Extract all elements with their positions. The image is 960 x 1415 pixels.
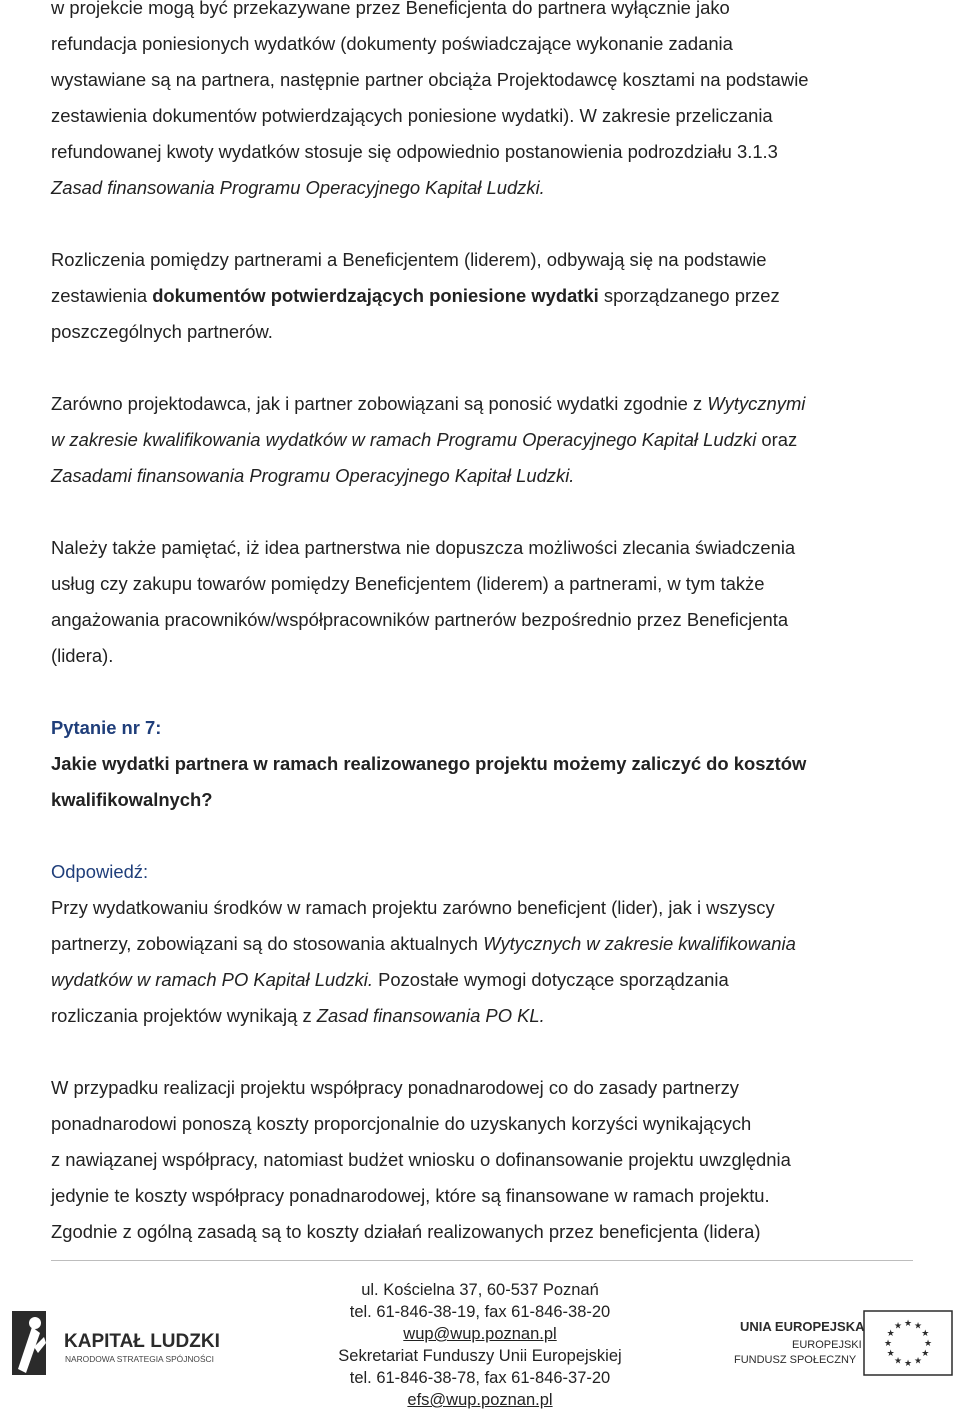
eu-star-icon: ★	[913, 1321, 923, 1332]
text-span: oraz	[756, 429, 798, 450]
text-line: Należy także pamiętać, iż idea partnerstwa nie dopuszcza możliwości zlecania świadczenia	[51, 537, 796, 558]
italic-text: w zakresie kwalifikowania wydatków w ramach Programu Operacyjnego Kapitał Ludzki	[51, 429, 757, 450]
eu-star-icon: ★	[923, 1339, 933, 1349]
bold-text: kwalifikowalnych?	[51, 789, 213, 810]
text-line	[51, 998, 909, 1034]
text-line	[51, 962, 909, 998]
eu-line1: UNIA EUROPEJSKA	[740, 1319, 865, 1334]
text-span: Pozostałe wymogi dotyczące sporządzania	[372, 969, 729, 990]
bold-text: dokumentów potwierdzających poniesione wydatki	[152, 285, 599, 306]
eu-star-icon: ★	[903, 1359, 913, 1369]
text-line: wystawiane są na partnera, następnie partner obciąża Projektodawcę kosztami na podstawie	[51, 69, 809, 90]
text-span: rozliczania projektów wynikają z	[51, 1005, 317, 1026]
text-line	[51, 278, 909, 314]
question-label: Pytanie nr 7:	[51, 717, 162, 738]
paragraph-refund	[51, 0, 909, 206]
eu-star-icon: ★	[903, 1319, 913, 1329]
answer-label: Odpowiedź:	[51, 861, 149, 882]
kl-subtitle: NARODOWA STRATEGIA SPÓJNOŚCI	[65, 1354, 214, 1364]
text-line	[51, 386, 909, 422]
text-line: w projekcie mogą być przekazywane przez Beneficjenta do partnera wyłącznie jako	[51, 0, 730, 18]
text-line	[51, 458, 909, 494]
text-line: refundacja poniesionych wydatków (dokumenty poświadczające wykonanie zadania	[51, 33, 733, 54]
eu-star-icon: ★	[893, 1356, 903, 1367]
eu-star-icon: ★	[893, 1321, 903, 1332]
text-span: sporządzanego przez	[598, 285, 780, 306]
eu-star-icon: ★	[921, 1329, 930, 1339]
question-block	[51, 710, 909, 818]
text-line	[51, 422, 909, 458]
text-line: z nawiązanej współpracy, natomiast budżet wniosku o dofinansowanie projektu uwzględnia	[51, 1149, 791, 1170]
text-line: zestawienia dokumentów potwierdzających poniesione wydatki). W zakresie przeliczania	[51, 105, 773, 126]
eu-star-icon: ★	[913, 1356, 923, 1367]
italic-text: Zasad finansowania PO KL.	[316, 1005, 545, 1026]
eu-star-icon: ★	[921, 1349, 930, 1359]
footer-email-link[interactable]: efs@wup.poznan.pl	[407, 1391, 553, 1409]
kl-title: KAPITAŁ LUDZKI	[64, 1331, 220, 1352]
footer-email-link[interactable]: wup@wup.poznan.pl	[403, 1325, 557, 1343]
paragraph-partnership	[51, 530, 909, 674]
eu-logo	[730, 1307, 955, 1383]
text-line: Przy wydatkowaniu środków w ramach projektu zarówno beneficjent (lider), jak i wszyscy	[51, 897, 775, 918]
footer-contact	[300, 1279, 660, 1411]
eu-star-icon: ★	[886, 1349, 895, 1359]
text-line: jedynie te koszty współpracy ponadnarodowej, które są finansowane w ramach projektu.	[51, 1185, 770, 1206]
text-line: Zgodnie z ogólną zasadą są to koszty działań realizowanych przez beneficjenta (lidera)	[51, 1221, 761, 1242]
text-line: refundowanej kwoty wydatków stosuje się odpowiednio postanowienia podrozdziału 3.1.3	[51, 141, 778, 162]
question-text	[51, 782, 909, 818]
text-line: ponadnarodowi ponoszą koszty proporcjonalnie do uzyskanych korzyści wynikających	[51, 1113, 752, 1134]
footer-secretariat: Sekretariat Funduszy Unii Europejskiej	[338, 1347, 622, 1365]
kapital-ludzki-logo	[4, 1303, 234, 1383]
eu-flag-icon	[730, 1307, 955, 1383]
footer-address: ul. Kościelna 37, 60-537 Poznań	[361, 1281, 599, 1299]
eu-line3: FUNDUSZ SPOŁECZNY	[734, 1354, 857, 1366]
text-line: usług czy zakupu towarów pomiędzy Beneficjentem (liderem) a partnerami, w tym także	[51, 573, 765, 594]
question-text	[51, 746, 909, 782]
paragraph-settlement	[51, 242, 909, 350]
italic-text: Zasad finansowania Programu Operacyjnego Kapitał Ludzki.	[51, 177, 545, 198]
paragraph-transnational	[51, 1070, 909, 1250]
text-line: angażowania pracowników/współpracowników partnerów bezpośrednio przez Beneficjenta	[51, 609, 789, 630]
document-body	[51, 0, 909, 1250]
kapital-ludzki-emblem-icon	[4, 1303, 234, 1383]
text-line	[51, 926, 909, 962]
bold-text: Jakie wydatki partnera w ramach realizowanego projektu możemy zaliczyć do kosztów	[51, 753, 807, 774]
text-span: Zarówno projektodawca, jak i partner zobowiązani są ponosić wydatki zgodnie z	[51, 393, 708, 414]
italic-text: Wytycznych w zakresie kwalifikowania	[483, 933, 796, 954]
text-span: zestawienia	[51, 285, 153, 306]
text-line: poszczególnych partnerów.	[51, 321, 273, 342]
footer-phone: tel. 61-846-38-19, fax 61-846-38-20	[349, 1303, 611, 1321]
text-line	[51, 170, 909, 206]
answer-block	[51, 854, 909, 1034]
eu-line2: EUROPEJSKI	[792, 1339, 862, 1351]
eu-star-icon: ★	[886, 1329, 895, 1339]
footer-divider	[51, 1260, 913, 1261]
italic-text: wydatków w ramach PO Kapitał Ludzki.	[51, 969, 373, 990]
text-line: Rozliczenia pomiędzy partnerami a Beneficjentem (liderem), odbywają się na podstawie	[51, 249, 767, 270]
eu-star-icon: ★	[883, 1339, 893, 1349]
footer-phone: tel. 61-846-38-78, fax 61-846-37-20	[349, 1369, 611, 1387]
italic-text: Wytycznymi	[707, 393, 806, 414]
italic-text: Zasadami finansowania Programu Operacyjnego Kapitał Ludzki.	[51, 465, 575, 486]
text-line: W przypadku realizacji projektu współpracy ponadnarodowej co do zasady partnerzy	[51, 1077, 739, 1098]
paragraph-guidelines	[51, 386, 909, 494]
text-line: (lidera).	[51, 645, 114, 666]
text-span: partnerzy, zobowiązani są do stosowania aktualnych	[51, 933, 484, 954]
